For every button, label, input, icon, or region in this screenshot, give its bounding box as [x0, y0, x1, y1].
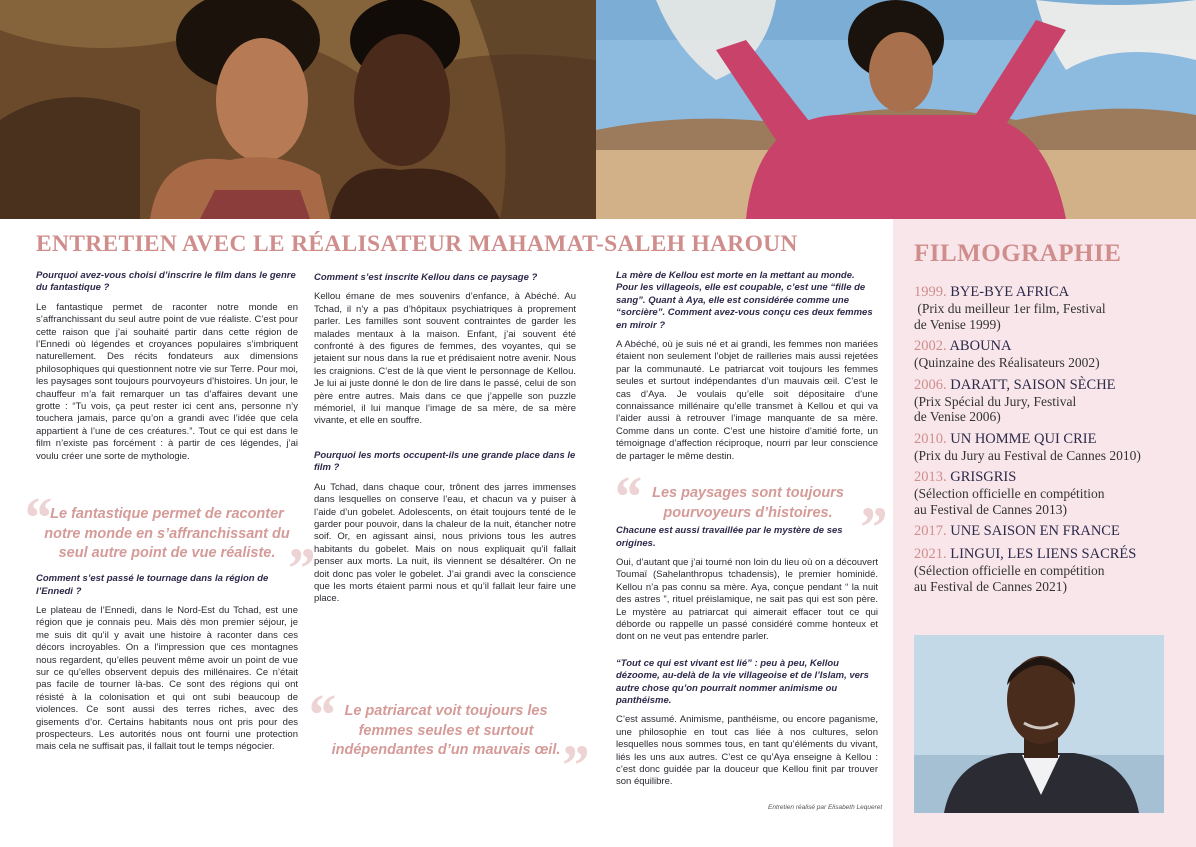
filmography-note: (Prix du Jury au Festival de Cannes 2010): [914, 447, 1141, 463]
answer-mystere-origines: Oui, d’autant que j’ai tourné non loin du lieu où on a découvert Toumaï (Sahelanthropus tchadensis), le premier hominidé. Kellou n’a pas connu sa mère. Aya, conçue pendant “ la nuit des astres ”, rituel préislamique, ne sait pas qui est son père. Le mystère au patriarcat qui aimerait effacer tout ce qui déborde ou rappelle un passé considéré comme honteux et dont on ne veut pas entendre parler.: [616, 556, 878, 643]
filmography-item: [914, 338, 1176, 371]
filmography-year: 2017.: [914, 523, 947, 539]
filmography-item: [914, 431, 1176, 464]
close-quote-mark: ”: [857, 495, 886, 560]
filmography-film-title: UN HOMME QUI CRIE: [950, 430, 1097, 447]
filmography-item-heading: [914, 546, 1176, 563]
question-tournage-ennedi: Comment s’est passé le tournage dans la région de l’Ennedi ?: [36, 573, 269, 597]
filmography-year: 2006.: [914, 376, 947, 393]
article-column-3: [616, 270, 878, 803]
filmography-note: au Festival de Cannes 2013): [914, 501, 1067, 517]
filmography-note: de Venise 1999): [914, 316, 1001, 332]
filmography-item-heading: [914, 431, 1176, 448]
filmography-item-heading: [914, 469, 1176, 486]
filmography-note: (Prix Spécial du Jury, Festival: [914, 393, 1077, 409]
answer-mere-kellou: A Abéché, où je suis né et ai grandi, les femmes non mariées étaient non seulement l’objet de railleries mais aussi rejetées par la communauté. Le patriarcat voit toujours les femmes seules et surtout indépendantes d’un mauvais œil. C’est le cas d’Aya. Je voulais qu’elle soit dépositaire d’une connaissance millénaire qu’elle transmet à Kellou et qui va l’aider aussi à retrouver l’image manquante de sa mère. Comme dans un conte. C’est une histoire d’amitié forte, un témoignage d’affection réciproque, nourri par leur conscience de partager le même destin.: [616, 339, 878, 462]
filmography-year: 2013.: [914, 469, 947, 485]
filmography-year: 2021.: [914, 546, 947, 562]
pull-quote-patriarcat: [306, 682, 588, 798]
answer-vivant-lie: C’est assumé. Animisme, panthéisme, ou encore paganisme, une philosophie en tout cas liée à nos cultures, selon lesquelles nous sommes tous, en tant qu’éléments du vivant, liés les uns aux autres. C’est ce qu’Aya enseigne à Kellou : c’est donc guidée par la douceur que Kellou finit par trouver son équilibre.: [616, 714, 878, 788]
filmography-item: [914, 284, 1176, 332]
open-quote-mark: “: [22, 485, 51, 550]
director-portrait-photo: [914, 635, 1164, 813]
filmography-item-heading: [914, 338, 1176, 355]
filmography-list: [914, 284, 1176, 600]
pull-quote-text: Les paysages sont toujours pourvoyeurs d’histoires.: [652, 485, 844, 521]
pull-quote-text: Le fantastique permet de raconter notre monde en s’affranchissant du seul autre point de vue réaliste.: [44, 506, 290, 561]
filmography-item-heading: [914, 284, 1176, 301]
question-morts: Pourquoi les morts occupent-ils une grande place dans le film ?: [314, 449, 576, 474]
filmography-item: [914, 546, 1176, 594]
question-genre-fantastique: Pourquoi avez-vous choisi d’inscrire le film dans le genre du fantastique ?: [36, 270, 296, 294]
question-kellou-paysage: Comment s’est inscrite Kellou dans ce paysage ?: [314, 272, 538, 283]
filmography-item: [914, 377, 1176, 425]
filmography-film-title: UNE SAISON EN FRANCE: [950, 523, 1120, 539]
filmography-film-title: BYE-BYE AFRICA: [950, 284, 1070, 300]
question-mere-kellou: La mère de Kellou est morte en la mettant au monde. Pour les villageois, elle est coupable, c’est une “fille de sang”. Quant à Aya, elle est considérée comme une “sorcière”. Comment avez-vous conçu ces deux femmes en miroir ?: [616, 270, 873, 331]
close-quote-mark: ”: [285, 535, 314, 601]
answer-morts: Au Tchad, dans chaque cour, trônent des jarres immenses dans lesquelles on conserve l’eau, et chacun va y puiser à l’aide d’un gobelet. Adolescents, on était toujours tenté de le garder pour pouvoir, dans la chaleur de la nuit, étancher notre soif. Or, en agissant ainsi, nous privions tous les autres habitants du gobelet. Mais on nous expliquait qu’il fallait penser aux morts. La nuit, ils viennent se désaltérer. On ne doit donc pas voler le gobelet. J’ai grandi avec la conscience que les morts étaient parmi nous et qu’il fallait leur faire une place.: [314, 481, 576, 605]
film-still-couple-photo: [0, 0, 596, 219]
filmography-year: 2002.: [914, 338, 947, 354]
close-quote-mark: ”: [559, 732, 588, 798]
filmography-film-title: LINGUI, LES LIENS SACRÉS: [950, 546, 1137, 562]
filmography-film-title: GRISGRIS: [950, 469, 1017, 485]
answer-kellou-paysage: Kellou émane de mes souvenirs d’enfance, à Abéché. Au Tchad, il n’y a pas d’hôpitaux psychiatriques à proprement parler. Les familles sont souvent contraintes de garder les malades mentaux à la maison. Enfant, j’ai souvent été confronté à des figures de femmes, des voyantes, qui se jetaient sur nous dans la rue et prédisaient notre avenir. Nous les craignions. C’est de là que vient le personnage de Kellou. Je lui ai juste donné le don de lire dans le passé, celui de son père entre autres. Mais dans ce que j’appelle son puzzle mémoriel, il lui manque l’image de sa mère, de sa mère vivante, et elle en souffre.: [314, 291, 576, 427]
filmography-year: 1999.: [914, 284, 947, 300]
filmography-item-heading: [914, 377, 1176, 394]
filmography-note: au Festival de Cannes 2021): [914, 578, 1067, 594]
pull-quote-text: Le patriarcat voit toujours les femmes seules et surtout indépendantes d’un mauvais œil.: [331, 703, 561, 758]
interview-title: ENTRETIEN AVEC LE RÉALISATEUR MAHAMAT-SALEH HAROUN: [36, 231, 798, 257]
filmography-note: (Quinzaine des Réalisateurs 2002): [914, 355, 1100, 370]
open-quote-mark: “: [306, 682, 335, 747]
filmography-note: de Venise 2006): [914, 409, 1001, 424]
article-column-2: [314, 272, 576, 620]
filmography-item-heading: [914, 523, 1176, 540]
filmography-title: FILMOGRAPHIE: [914, 240, 1122, 267]
filmography-film-title: DARATT, SAISON SÈCHE: [950, 376, 1116, 393]
interview-credit: Entretien réalisé par Elisabeth Lequeret: [768, 804, 883, 811]
filmography-item: [914, 469, 1176, 517]
question-mystere-origines: Chacune est aussi travaillée par le mystère de ses origines.: [616, 525, 843, 549]
open-quote-mark: “: [612, 464, 641, 529]
filmography-note: (Prix du meilleur 1er film, Festival: [914, 301, 1106, 316]
question-vivant-lie: “Tout ce qui est vivant est lié” : peu à peu, Kellou dézoome, au-delà de la vie villageoise et de l’Islam, vers autre chose qu’on pourrait nommer animisme ou panthéisme.: [616, 657, 869, 706]
filmography-note: (Sélection officielle en compétition: [914, 486, 1105, 501]
filmography-item: [914, 523, 1176, 540]
answer-genre-fantastique: Le fantastique permet de raconter notre monde en s’affranchissant du seul autre point de vue réaliste. C’est pour cette raison que j’ai souhaité partir dans cette région de l’Ennedi où légendes et croyances populaires s’imbriquent naturellement. Des récits fondateurs aux dimensions philosophiques qui questionnent notre vie sur Terre. Pour moi, les paysages sont toujours pourvoyeurs d’histoires. Un jour, le chauffeur m’a fait remarquer un tas d’affaires devant une grotte : “Tu vois, ça peut rester ici cent ans, personne n’y touchera jamais, parce qu’on a grandi avec l’idée que cela appartient à l’une de ces créatures.”. Tout ce qui est dans le film n’existe pas forcément : à partir de ces légendes, j’ai voulu créer une sorte de mythologie.: [36, 301, 298, 462]
film-still-woman-scarf-photo: [596, 0, 1196, 219]
filmography-year: 2010.: [914, 430, 947, 447]
answer-tournage-ennedi: Le plateau de l’Ennedi, dans le Nord-Est du Tchad, est une région que je connais peu. Mais dès mon premier séjour, je me suis dit qu’il y avait une histoire à raconter dans ces décors incroyables. On a l’impression que ces montagnes nous regardent, qu’elles peuvent même avoir un point de vue sur ce qu’elles observent depuis des millénaires. Ce n’était pas facile de tourner là-bas. Ce sont des régions qui ont résisté à la colonisation et qui ont subi beaucoup de violences. Ce sont aussi des terres riches, avec des gisements d’or. Certains habitants nous ont pris pour des prospecteurs. Les autorités nous ont fourni une protection mais cela ne suffisait pas, il fallait tout le temps négocier.: [36, 604, 298, 753]
filmography-note: (Sélection officielle en compétition: [914, 563, 1105, 578]
filmography-film-title: ABOUNA: [949, 338, 1012, 354]
